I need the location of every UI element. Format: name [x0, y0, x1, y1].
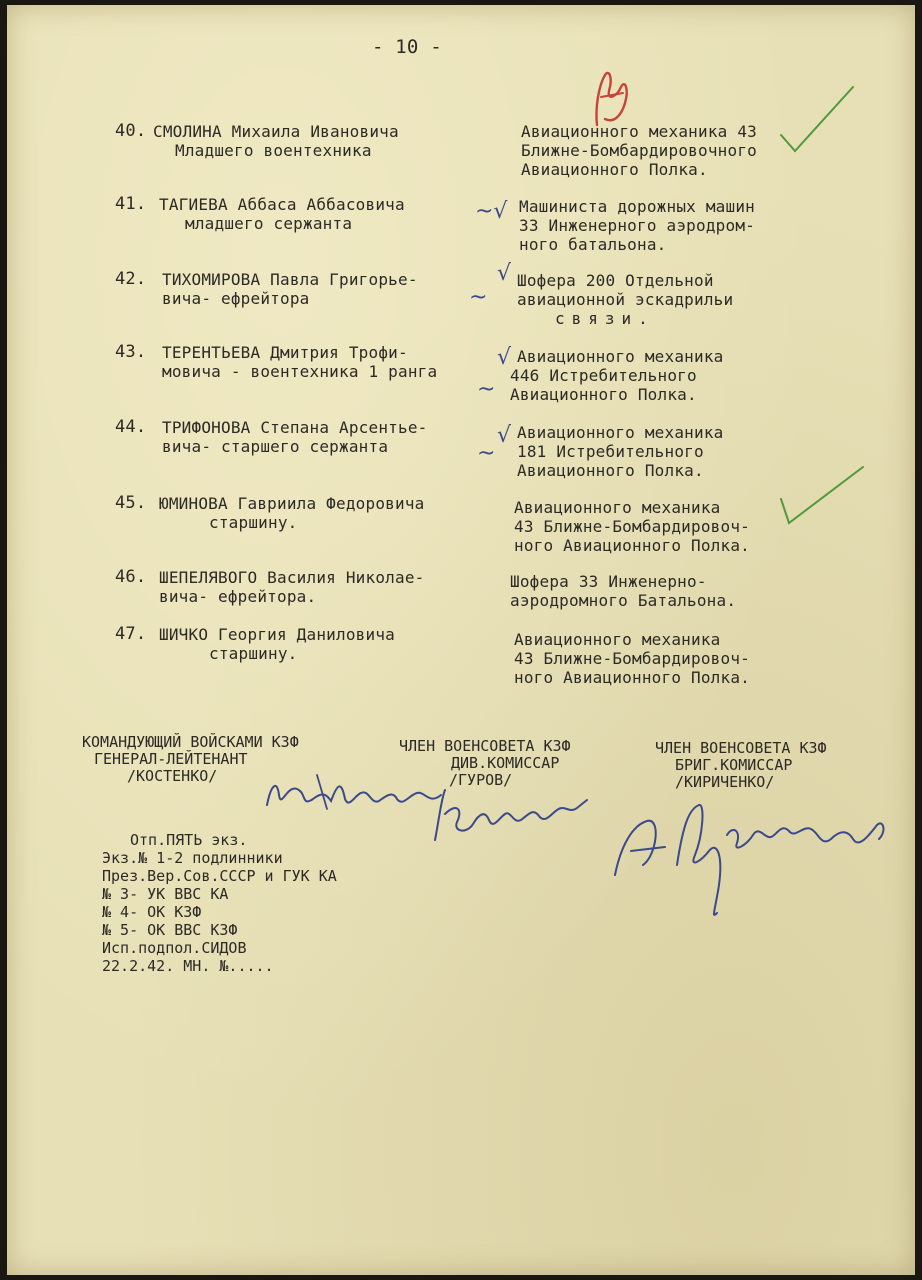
entry-unit-line: Авиационного механика 43 — [521, 122, 757, 141]
entry-unit-line: Шофера 33 Инженерно- — [510, 572, 707, 591]
green-check-mark — [777, 463, 867, 533]
entry-name: ШИЧКО Георгия Даниловича — [159, 625, 395, 644]
entry-unit-line: Авиационного Полка. — [521, 160, 708, 179]
signatory-title: ЧЛЕН ВОЕНСОВЕТА КЗФ — [399, 737, 571, 755]
signatory-title: ЧЛЕН ВОЕНСОВЕТА КЗФ — [655, 739, 827, 757]
entry-name: ТЕРЕНТЬЕВА Дмитрия Трофи- — [162, 343, 408, 362]
footer-line: През.Вер.Сов.СССР и ГУК КА — [102, 867, 337, 885]
footer-line: № 5- ОК ВВС КЗФ — [102, 921, 238, 939]
entry-number: 47. — [115, 624, 147, 644]
footer-line: Исп.подпол.СИДОВ — [102, 939, 247, 957]
entry-name: ЮМИНОВА Гавриила Федоровича — [159, 494, 425, 513]
signatory-council-member-2 — [655, 740, 827, 791]
red-pencil-mark — [587, 67, 637, 129]
tick-mark: ~ — [477, 377, 496, 402]
footer-line: Отп.ПЯТЬ экз. — [130, 831, 248, 849]
footer-line: № 3- УК ВВС КА — [102, 885, 229, 903]
entry-number: 45. — [115, 493, 147, 513]
entry-rank: вича- ефрейтора. — [159, 587, 317, 606]
tick-mark: √ — [497, 423, 512, 448]
entry-name: ТРИФОНОВА Степана Арсентье- — [162, 418, 428, 437]
entry-unit-line: Авиационного Полка. — [510, 385, 697, 404]
entry-rank: вича- старшего сержанта — [162, 437, 389, 456]
entry-number: 44. — [115, 417, 147, 437]
entry-unit-line: Ближне-Бомбардировочного — [521, 141, 757, 160]
entry-number: 41. — [115, 194, 147, 214]
tick-mark: ~ — [469, 285, 488, 310]
entry-unit-line: 33 Инженерного аэродром- — [519, 216, 755, 235]
signatory-rank: ГЕНЕРАЛ-ЛЕЙТЕНАНТ — [94, 750, 248, 768]
signatory-name: /КОСТЕНКО/ — [127, 767, 218, 785]
entry-name: ТИХОМИРОВА Павла Григорье- — [162, 270, 418, 289]
entry-rank: старшину. — [209, 513, 298, 532]
entry-number: 42. — [115, 269, 147, 289]
entry-unit-line: Авиационного механика — [514, 498, 721, 517]
tick-mark: √ — [497, 345, 512, 370]
green-check-mark — [777, 83, 857, 163]
signatory-rank: ДИВ.КОМИССАР — [451, 754, 560, 772]
entry-unit-line: авиационной эскадрильи — [517, 290, 734, 309]
entry-name: ТАГИЕВА Аббаса Аббасовича — [159, 195, 405, 214]
entry-unit-line: 181 Истребительного — [517, 442, 704, 461]
entry-number: 46. — [115, 567, 147, 587]
entry-rank: мовича - воентехника 1 ранга — [162, 362, 438, 381]
entry-unit-line: Авиационного механика — [517, 423, 724, 442]
document-page — [7, 5, 915, 1275]
entry-unit-line: Авиационного механика — [517, 347, 724, 366]
entry-unit-line: связи. — [555, 309, 655, 328]
entry-unit-line: 446 Истребительного — [510, 366, 697, 385]
entry-unit-line: аэродромного Батальона. — [510, 591, 737, 610]
entry-unit-line: Машиниста дорожных машин — [519, 197, 755, 216]
footer-line: 22.2.42. МН. №..... — [102, 957, 274, 975]
entry-name: СМОЛИНА Михаила Ивановича — [153, 122, 399, 141]
entry-unit-line: 43 Ближне-Бомбардировоч- — [514, 649, 750, 668]
signatory-title: КОМАНДУЮЩИЙ ВОЙСКАМИ КЗФ — [82, 733, 299, 751]
entry-rank: вича- ефрейтора — [162, 289, 310, 308]
entry-rank: старшину. — [209, 644, 298, 663]
tick-mark: √ — [497, 261, 512, 286]
entry-unit-line: ного батальона. — [519, 235, 667, 254]
signature-gurov — [427, 780, 597, 850]
footer-line: Экз.№ 1-2 подлинники — [102, 849, 283, 867]
entry-rank: младшего сержанта — [185, 214, 353, 233]
entry-unit-line: ного Авиационного Полка. — [514, 536, 750, 555]
entry-unit-line: 43 Ближне-Бомбардировоч- — [514, 517, 750, 536]
signatory-name: /КИРИЧЕНКО/ — [675, 773, 775, 791]
entry-number: 40. — [115, 121, 147, 141]
entry-unit-line: Авиационного Полка. — [517, 461, 704, 480]
entry-rank: Младшего воентехника — [175, 141, 372, 160]
entry-name: ШЕПЕЛЯВОГО Василия Николае- — [159, 568, 425, 587]
footer-line: № 4- ОК КЗФ — [102, 903, 202, 921]
entry-unit-line: Авиационного механика — [514, 630, 721, 649]
entry-unit-line: ного Авиационного Полка. — [514, 668, 750, 687]
signatory-name: /ГУРОВ/ — [449, 771, 513, 789]
distribution-list — [102, 831, 337, 975]
page-number: - 10 - — [372, 36, 442, 58]
entry-number: 43. — [115, 342, 147, 362]
signature-kirichenko — [607, 795, 897, 925]
tick-mark: ~ — [477, 441, 496, 466]
signatory-rank: БРИГ.КОМИССАР — [675, 756, 793, 774]
entry-unit-line: Шофера 200 Отдельной — [517, 271, 714, 290]
tick-mark: ~√ — [475, 199, 508, 224]
